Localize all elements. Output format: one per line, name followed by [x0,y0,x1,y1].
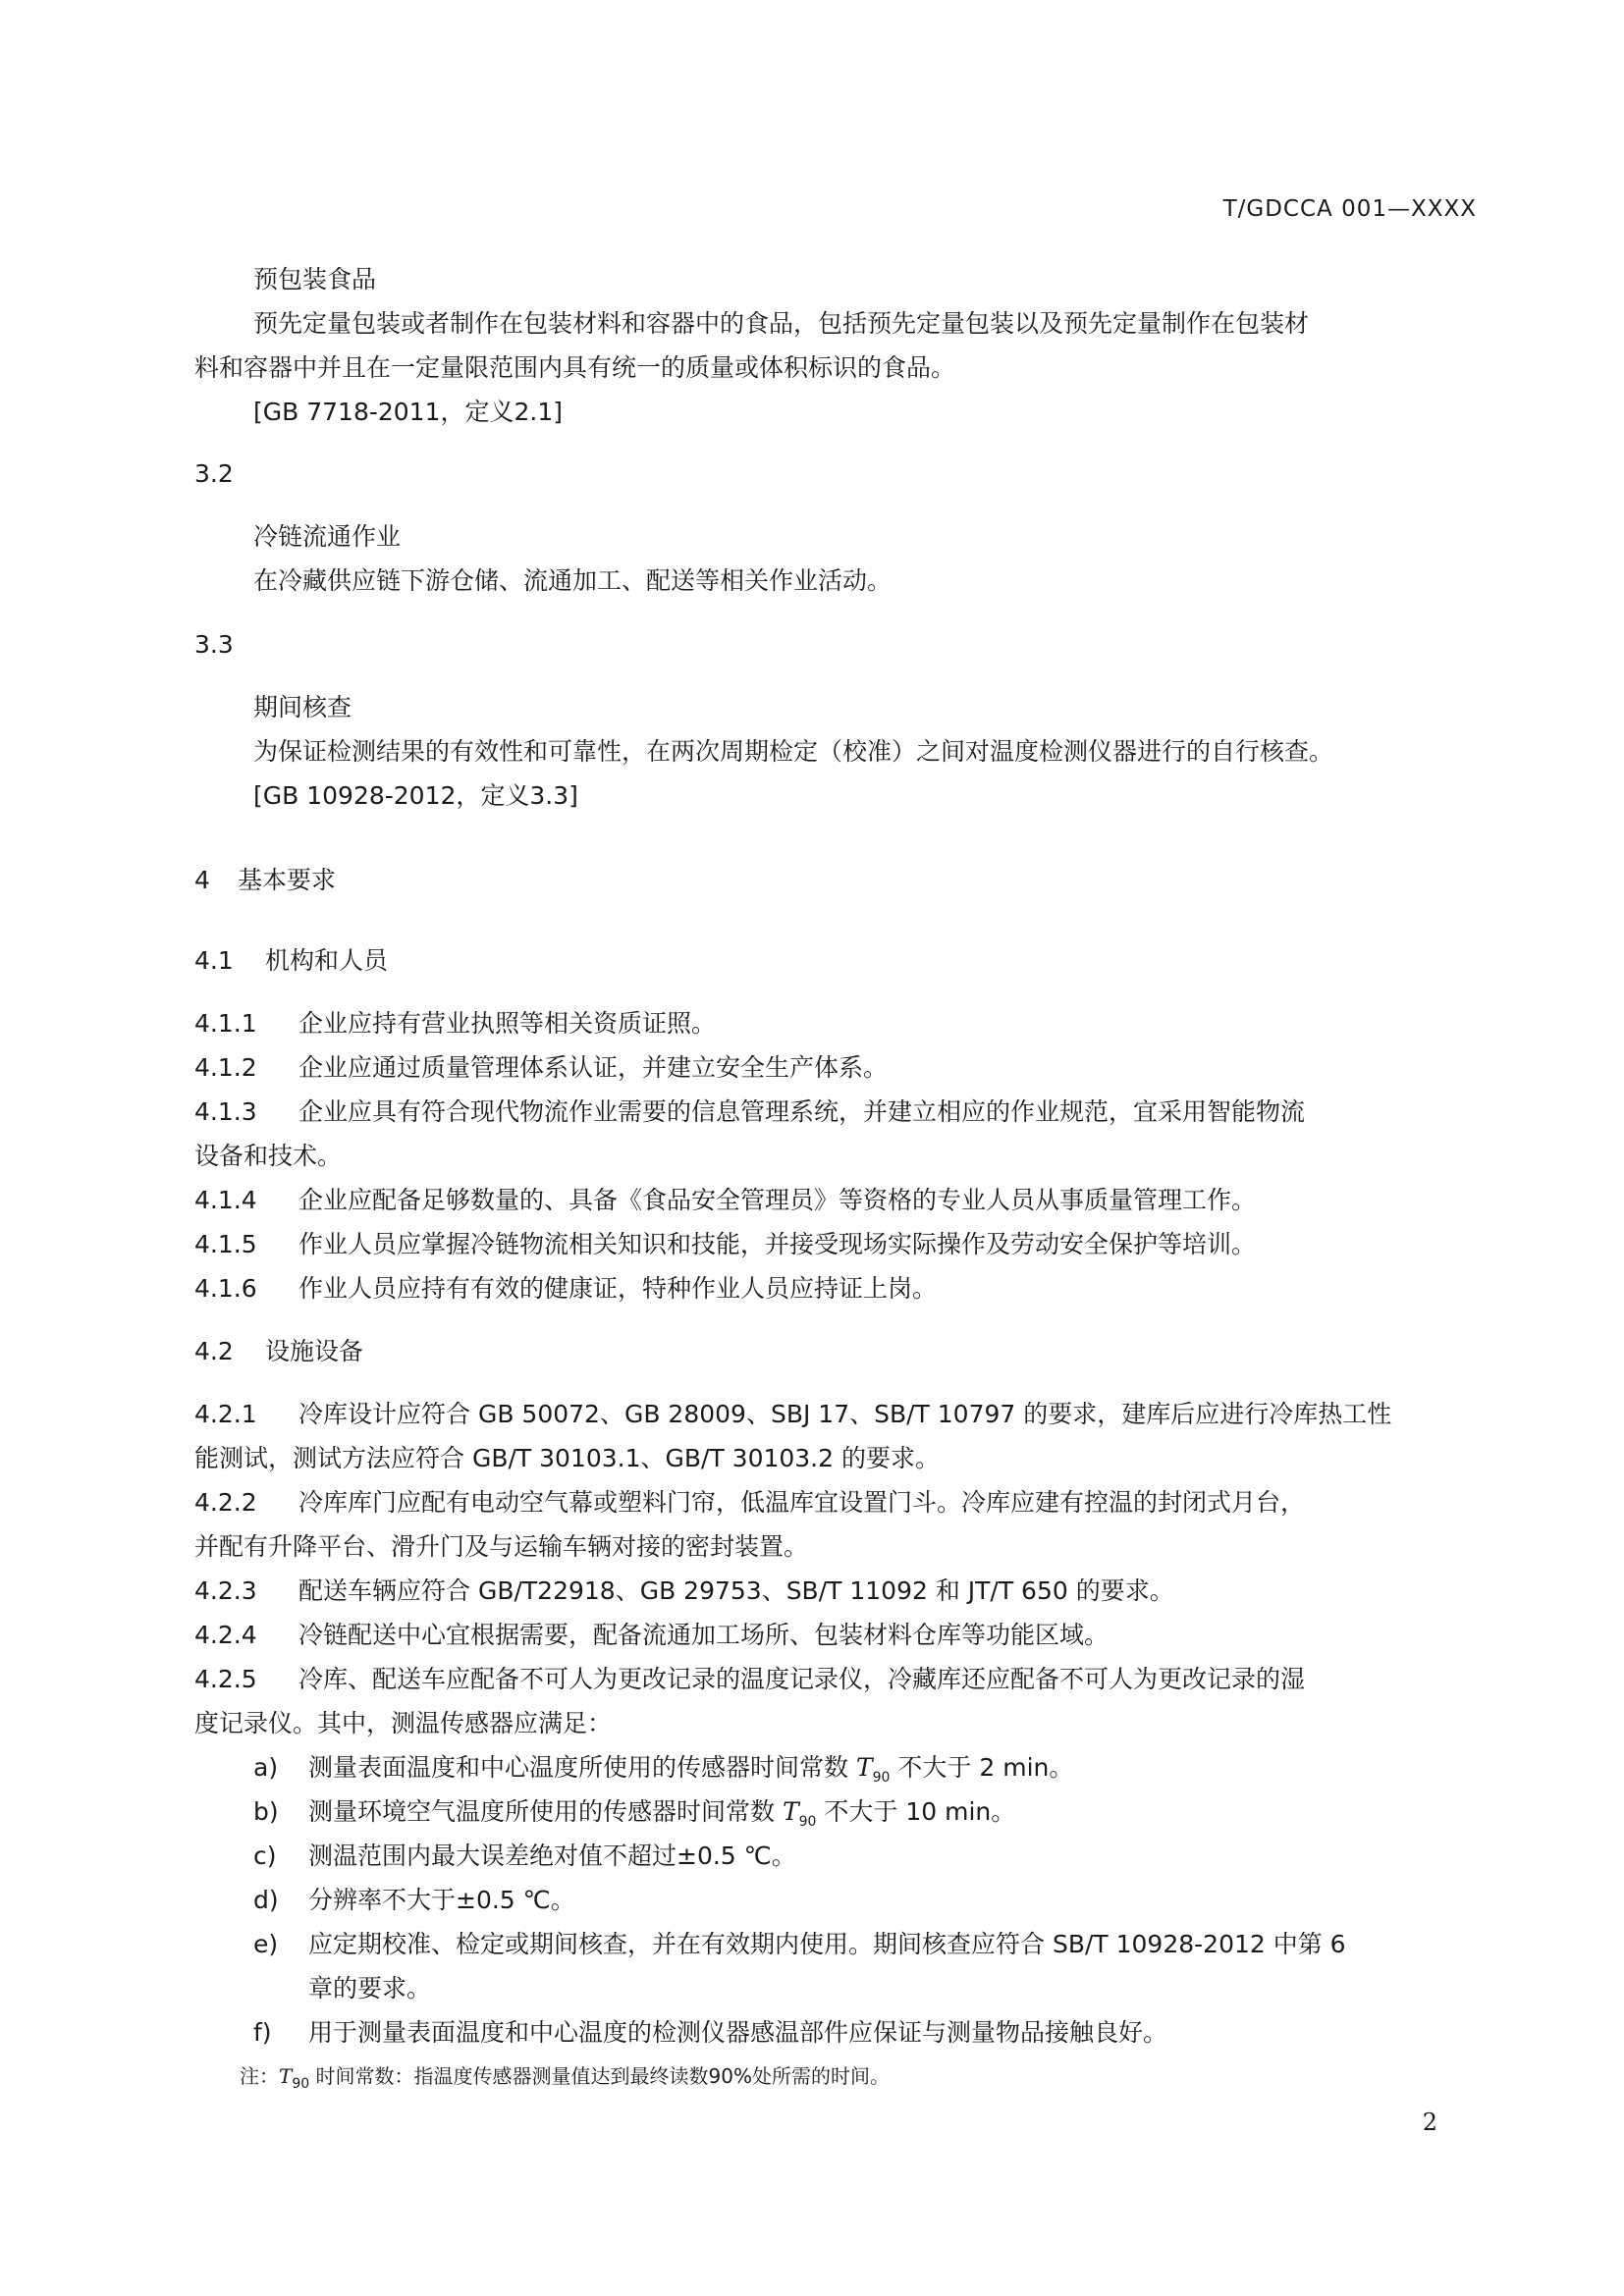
clause-item [194,1663,1305,1696]
list-item-continued: 章的要求。 [308,1974,432,2002]
time-constant-symbol: T [782,1797,799,1826]
note: 注：$T_{90}$ 时间常数：指温度传感器测量值达到最终读数90%处所需的时间。 [240,2064,890,2092]
clause-text: 冷库设计应符合 GB 50072、GB 28009、SBJ 17、SB/T 10797 的要求，建库后应进行冷库热工性 [298,1400,1392,1428]
list-label: c) [253,1842,277,1870]
section-number: 4 [194,866,210,894]
subsection-number: 4.2 [194,1337,234,1365]
list-item-f: f) 用于测量表面温度和中心温度的检测仪器感温部件应保证与测量物品接触良好。 [253,2016,1167,2050]
clause-text: 企业应通过质量管理体系认证，并建立安全生产体系。 [298,1053,889,1082]
clause-item [194,1486,1305,1520]
list-label: b) [253,1797,279,1826]
clause-text-continued: 设备和技术。 [194,1142,343,1170]
clause-text: 作业人员应持有有效的健康证，特种作业人员应持证上岗。 [298,1274,938,1303]
term-title: 期间核查 [253,693,352,721]
clause-text: 冷链配送中心宜根据需要，配备流通加工场所、包装材料仓库等功能区域。 [298,1621,1110,1649]
subsection-title: 机构和人员 [265,946,389,975]
definition-text: 在冷藏供应链下游仓储、流通加工、配送等相关作业活动。 [253,566,893,595]
definition-source: [GB 7718-2011，定义2.1] [253,398,564,426]
clause-text: 配送车辆应符合 GB/T22918、GB 29753、SB/T 11092 和 JT/T 650 的要求。 [298,1576,1174,1605]
clause-number: 4.2.4 [194,1621,257,1649]
clause-number: 4.2.1 [194,1400,257,1428]
clause-number: 4.1.1 [194,1009,257,1038]
clause-number: 4.2.3 [194,1576,257,1605]
subsection-heading [194,1335,363,1368]
page-number: 2 [1422,2109,1437,2136]
list-label: f) [253,2018,272,2047]
clause-item [194,1575,1174,1608]
clause-text: 企业应具有符合现代物流作业需要的信息管理系统，并建立相应的作业规范，宜采用智能物流 [298,1097,1306,1126]
subsection-number: 4.1 [194,946,234,975]
document-code: T/GDCCA 001—XXXX [1222,196,1477,222]
clause-number: 4.1.5 [194,1230,257,1258]
list-item-a: a) 测量表面温度和中心温度所使用的传感器时间常数 $T_{90}$ 不大于 2 min。 [253,1753,1074,1786]
note-text: 时间常数：指温度传感器测量值达到最终读数90%处所需的时间。 [309,2064,890,2088]
list-item-d: d) 分辨率不大于±0.5 ℃。 [253,1884,575,1917]
subsection-heading [194,944,388,978]
clause-item [194,1398,1391,1431]
clause-item [194,1228,1256,1261]
clause-text-continued: 能测试，测试方法应符合 GB/T 30103.1、GB/T 30103.2 的要求。 [194,1444,940,1472]
section-title: 基本要求 [238,866,337,894]
list-item-e: e) 应定期校准、检定或期间核查，并在有效期内使用。期间核查应符合 SB/T 10928-2012 中第 6 [253,1928,1346,1961]
clause-text: 企业应配备足够数量的、具备《食品安全管理员》等资格的专业人员从事质量管理工作。 [298,1186,1257,1214]
clause-item [194,1272,937,1306]
clause-number: 3.2 [194,459,234,488]
time-constant-symbol: T [855,1753,873,1782]
list-label: a) [253,1753,279,1782]
clause-number: 4.1.3 [194,1097,257,1126]
clause-text-continued: 并配有升降平台、滑升门及与运输车辆对接的密封装置。 [194,1532,809,1561]
clause-text: 冷库、配送车应配备不可人为更改记录的温度记录仪，冷藏库还应配备不可人为更改记录的湿 [298,1665,1306,1693]
clause-text-continued: 度记录仪。其中，测温传感器应满足： [194,1709,613,1737]
list-item-c: c) 测温范围内最大误差绝对值不超过±0.5 ℃。 [253,1840,796,1873]
clause-item [194,1007,716,1041]
list-label: e) [253,1930,279,1958]
clause-item [194,1184,1256,1217]
subsection-title: 设施设备 [265,1337,364,1365]
clause-number: 3.3 [194,630,234,659]
clause-number: 4.2.2 [194,1488,257,1517]
list-item-b: b) 测量环境空气温度所使用的传感器时间常数 $T_{90}$ 不大于 10 min。 [253,1797,1016,1830]
time-constant-symbol: T [279,2064,293,2088]
list-label: d) [253,1886,279,1914]
definition-source: [GB 10928-2012，定义3.3] [253,781,578,810]
clause-number: 4.1.4 [194,1186,257,1214]
definition-text: 预先定量包装或者制作在包装材料和容器中的食品，包括预先定量包装以及预先定量制作在包装材 [253,309,1310,338]
clause-text: 冷库库门应配有电动空气幕或塑料门帘，低温库宜设置门斗。冷库应建有控温的封闭式月台， [298,1488,1306,1517]
note-label: 注： [240,2064,279,2088]
clause-text: 企业应持有营业执照等相关资质证照。 [298,1009,717,1038]
section-heading [194,864,336,897]
clause-item [194,1051,888,1085]
clause-number: 4.1.6 [194,1274,257,1303]
clause-item [194,1619,1109,1652]
term-title: 预包装食品 [253,265,377,294]
definition-text: 料和容器中并且在一定量限范围内具有统一的质量或体积标识的食品。 [194,353,956,382]
definition-text: 为保证检测结果的有效性和可靠性，在两次周期检定（校准）之间对温度检测仪器进行的自行核查。 [253,737,1334,766]
clause-number: 4.1.2 [194,1053,257,1082]
clause-item [194,1095,1305,1129]
clause-text: 作业人员应掌握冷链物流相关知识和技能，并接受现场实际操作及劳动安全保护等培训。 [298,1230,1257,1258]
clause-number: 4.2.5 [194,1665,257,1693]
term-title: 冷链流通作业 [253,522,402,551]
